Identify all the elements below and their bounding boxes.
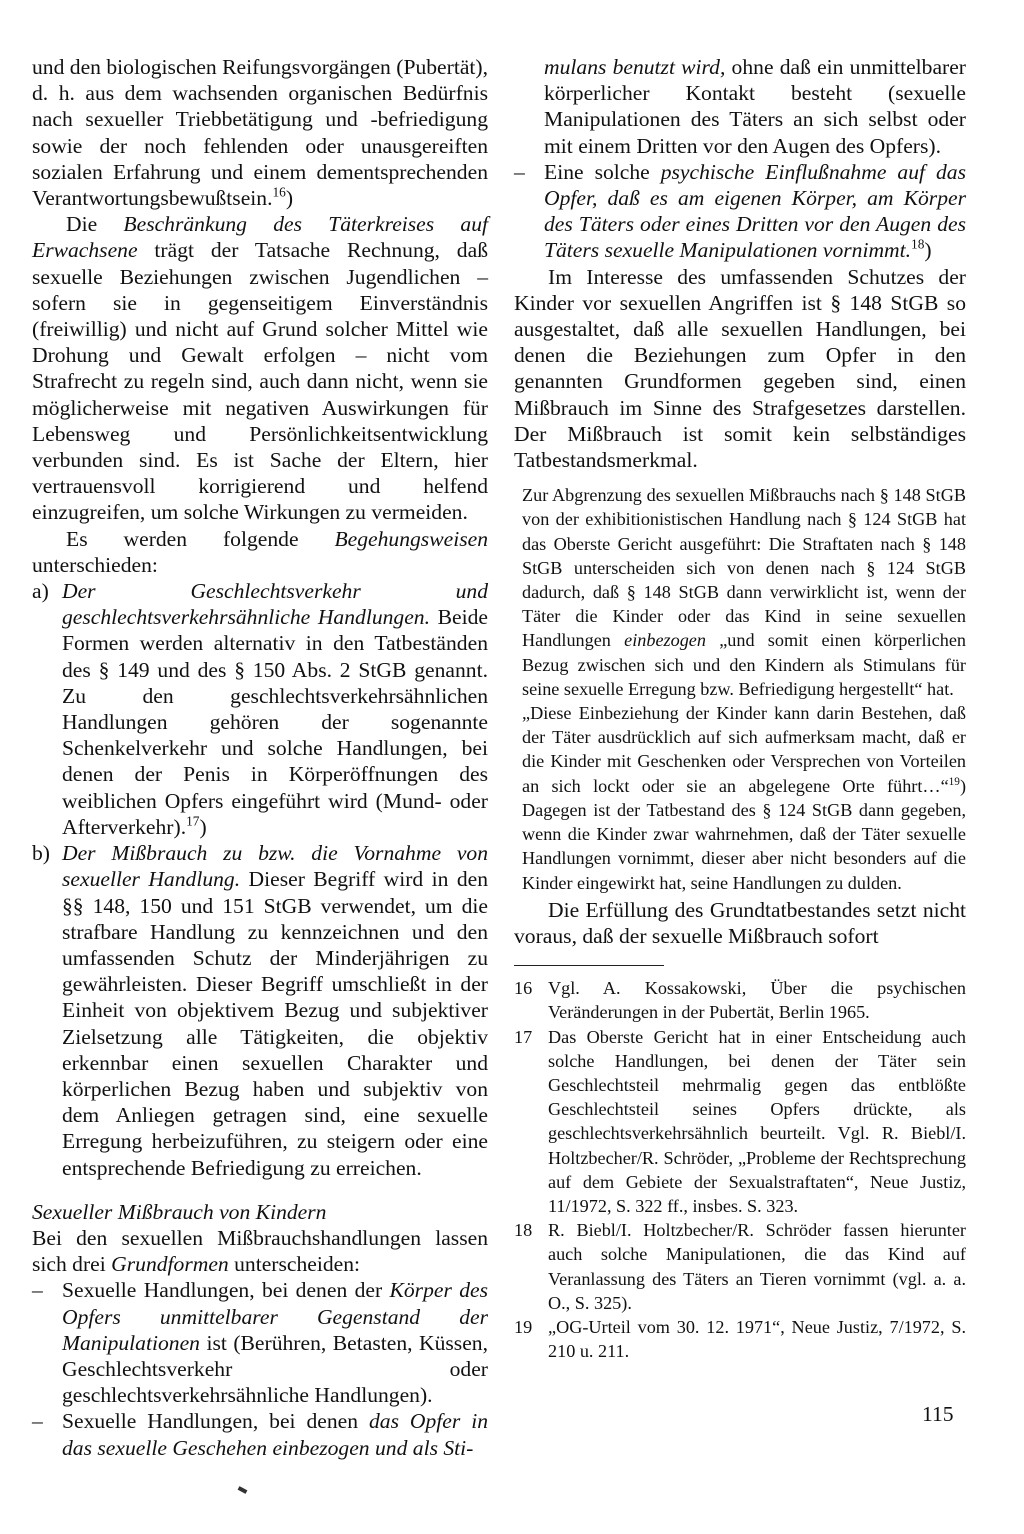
list-item-b: b) Der Mißbrauch zu bzw. die Vornahme von sexueller Handlung. Dieser Begriff wird in den §§ 148, 150 und 151 StGB verwendet, um die strafbare Handlung zu kennzeichnen und den umfassenden Schutz der Minderjährigen zu gewährleisten. Dieser Begriff umschließt in der Einheit von objektivem Bezug und subjektiver Zielsetzung alle Tätigkeiten, die objektiv erkennbar einen sexuellen Charakter und körperlichen Bezug haben und subjektiv von dem Anliegen getragen sind, eine sexuelle Erregung herbeizuführen, zu steigern oder eine entsprechende Befriedigung zu erreichen. xyxy=(32,841,488,1180)
footnote-ref-17: 17 xyxy=(186,813,200,829)
footnote-ref-18: 18 xyxy=(911,237,925,253)
dash-item-1: – Sexuelle Handlungen, bei denen der Körper des Opfers unmittelbarer Gegenstand der Manipulationen ist (Berühren, Betasten, Küssen, Geschlechtsverkehr oder geschlechtsverkehrsähnliche Handlungen). xyxy=(32,1278,488,1408)
page-number: 115 xyxy=(922,1402,954,1426)
section-heading: Sexueller Mißbrauch von Kindern xyxy=(32,1199,327,1224)
left-column xyxy=(32,54,488,1461)
paragraph-3: Es werden folgende Begehungsweisen unterschieden: xyxy=(32,526,488,577)
paragraph-6: Die Erfüllung des Grundtatbestandes setzt nicht voraus, daß der sexuelle Mißbrauch sofort xyxy=(514,897,966,948)
footnotes xyxy=(514,976,966,1363)
footnote-divider xyxy=(514,965,664,966)
quotation-paragraph-1: Zur Abgrenzung des sexuellen Mißbrauchs nach § 148 StGB von der exhibitionistischen Handlung nach § 124 StGB hat das Oberste Gericht ausgeführt: Die Straftaten nach § 148 StGB unterscheiden sich von denen nach § 124 StGB dadurch, daß § 148 StGB dann verwirklicht ist, wenn der Täter die Kinder oder das Kind in seine sexuellen Handlungen einbezogen „und somit einen körperlichen Bezug zwischen sich und den Kindern als Stimulans für seine sexuelle Erregung bzw. Befriedigung hergestellt“ hat. xyxy=(522,485,966,699)
right-column xyxy=(514,54,966,1363)
list-item-a: a) Der Geschlechtsverkehr und geschlechtsverkehrsähnliche Handlungen. Beide Formen werden alternativ in den Tatbeständen des § 149 und des § 150 Abs. 2 StGB genannt. Zu den geschlechtsverkehrsähnlichen Handlungen gehören der sogenannte Schenkelverkehr und solche Handlungen, bei denen der Penis in Körperöffnungen des weiblichen Opfers eingeführt wird (Mund- oder Afterverkehr).$^{17}$) xyxy=(32,579,488,839)
footnote-17: 17 Das Oberste Gericht hat in einer Entscheidung auch solche Handlungen, bei denen der Täter sein Geschlechtsteil mehrmalig gegen das entblößte Geschlechtsteil seines Opfers drückte, als geschlechtsverkehrsähnlich beurteilt. Vgl. R. Biebl/I. Holtzbecher/R. Schröder, „Probleme der Rechtsprechung auf dem Gebiete der Sexualstraftaten“, Neue Justiz, 11/1972, S. 322 ff., insbes. S. 323. xyxy=(514,1026,966,1216)
scan-speck xyxy=(238,1486,248,1494)
quotation-block xyxy=(522,483,966,894)
paragraph-1: und den biologischen Reifungsvorgängen (Pubertät), d. h. aus dem wachsenden organischen Bedürfnis nach sexueller Triebbetätigung und -befriedigung sowie der noch fehlenden oder unausgereiften sozialen Erfahrung und einem dementsprechenden Verantwortungsbewußtsein.$^{16}$) xyxy=(32,55,488,211)
quotation-paragraph-2: „Diese Einbeziehung der Kinder kann darin Bestehen, daß der Täter ausdrücklich auf sich aufmerksam macht, daß er die Kinder mit Geschenken oder Versprechen von Vorteilen an sich lockt oder sie an abgelegene Orte führt…“$^{19}$) Dagegen ist der Tatbestand des § 124 StGB dann gegeben, wenn die Kinder zwar wahrnehmen, daß der Täter sexuelle Handlungen vornimmt, dieser aber nicht besonders auf die Kinder eingewirkt hat, seine Handlungen zu dulden. xyxy=(522,703,966,893)
dash-item-2: – Sexuelle Handlungen, bei denen das Opfer in das sexuelle Geschehen einbezogen und als Sti- xyxy=(32,1409,488,1460)
paragraph-4: Bei den sexuellen Mißbrauchshandlungen lassen sich drei Grundformen unterscheiden: xyxy=(32,1225,488,1277)
paragraph-2: Die Beschränkung des Täterkreises auf Erwachsene trägt der Tatsache Rechnung, daß sexuelle Beziehungen zwischen Jugendlichen – sofern sie in gegenseitigem Einverständnis (freiwillig) und nicht auf Grund solcher Mittel wie Drohung und Gewalt erfolgen – nicht vom Strafrecht zu regeln sind, auch dann nicht, wenn sie möglicherweise mit negativen Auswirkungen für Lebensweg und Persönlichkeitsentwicklung verbunden sind. Es ist Sache der Eltern, hier vertrauensvoll korrigierend und helfend einzugreifen, um solche Wirkungen zu vermeiden. xyxy=(32,212,489,525)
dash-item-3: – Eine solche psychische Einflußnahme auf das Opfer, daß es am eigenen Körper, am Körper des Täters oder eines Dritten vor den Augen des Täters sexuelle Manipulationen vornimmt.$^{18}$) xyxy=(514,159,966,263)
dash-item-2-continued: mulans benutzt wird, ohne daß ein unmittelbarer körperlicher Kontakt besteht (sexuelle Manipulationen des Täters an sich selbst oder mit einem Dritten vor den Augen des Opfers). xyxy=(544,55,966,158)
footnote-18: 18 R. Biebl/I. Holtzbecher/R. Schröder fassen hierunter auch solche Manipulationen, die das Kind auf Veranlassung des Täters an Tieren vornimmt (vgl. a. a. O., S. 325). xyxy=(514,1220,966,1313)
paragraph-5: Im Interesse des umfassenden Schutzes der Kinder vor sexuellen Angriffen ist § 148 StGB so ausgestaltet, daß alle sexuellen Handlungen, bei denen die Beziehungen zum Opfer in den genannten Grundformen gegeben sind, einen Mißbrauch im Sinne des Strafgesetzes darstellen. Der Mißbrauch ist somit kein selbständiges Tatbestandsmerkmal. xyxy=(514,264,966,473)
footnote-ref-16: 16 xyxy=(272,184,286,200)
footnote-ref-19: 19 xyxy=(948,775,960,788)
footnote-19: 19 „OG-Urteil vom 30. 12. 1971“, Neue Justiz, 7/1972, S. 210 u. 211. xyxy=(514,1316,966,1362)
footnote-16: 16 Vgl. A. Kossakowski, Über die psychischen Veränderungen in der Pubertät, Berlin 1965. xyxy=(514,978,966,1023)
